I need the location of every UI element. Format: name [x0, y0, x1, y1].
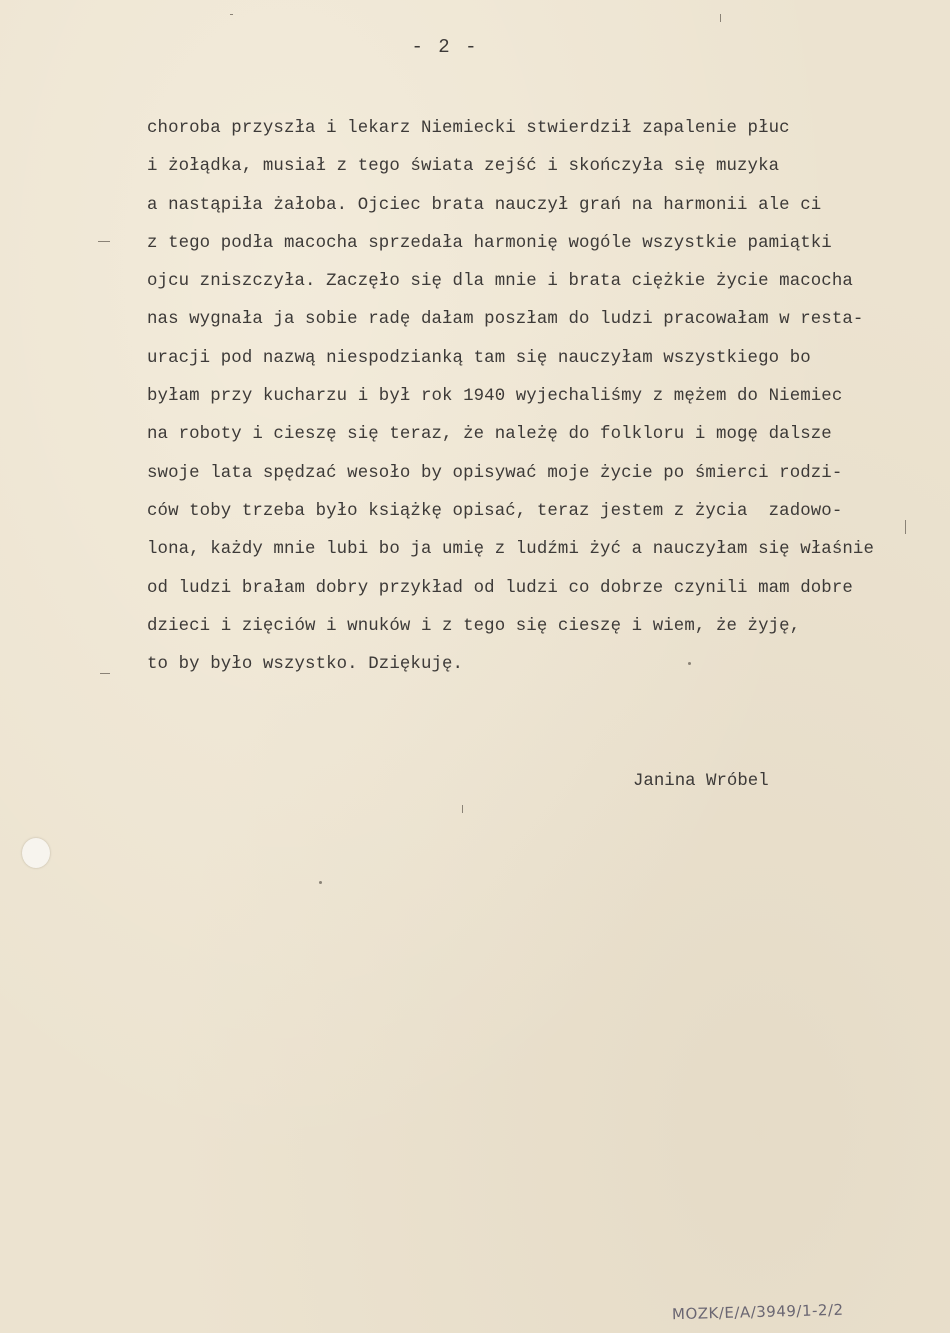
text-line: od ludzi brałam dobry przykład od ludzi co dobrze czynili mam dobre	[147, 578, 853, 598]
paper-speck	[319, 881, 322, 884]
paper-speck	[98, 241, 110, 242]
text-line: uracji pod nazwą niespodzianką tam się nauczyłam wszystkiego bo	[147, 348, 811, 368]
text-line: ców toby trzeba było książkę opisać, teraz jestem z życia zadowo-	[147, 501, 843, 521]
text-line: i żołądka, musiał z tego świata zejść i skończyła się muzyka	[147, 157, 780, 177]
paper-speck	[230, 14, 233, 15]
text-line: a nastąpiła żałoba. Ojciec brata nauczył grań na harmonii ale ci	[147, 195, 822, 215]
text-line: lona, każdy mnie lubi bo ja umię z ludźmi żyć a nauczyłam się właśnie	[147, 540, 874, 560]
paper-speck	[905, 520, 906, 534]
text-line: nas wygnała ja sobie radę dałam poszłam do ludzi pracowałam w resta-	[147, 310, 864, 330]
text-line: dzieci i zięciów i wnuków i z tego się cieszę i wiem, że żyję,	[147, 616, 801, 636]
paper-speck	[100, 673, 110, 674]
text-line: ojcu zniszczyła. Zaczęło się dla mnie i brata ciężkie życie macocha	[147, 272, 853, 292]
signature: Janina Wróbel	[633, 772, 769, 791]
text-line: z tego podła macocha sprzedała harmonię wogóle wszystkie pamiątki	[147, 233, 832, 253]
text-line: byłam przy kucharzu i był rok 1940 wyjechaliśmy z mężem do Niemiec	[147, 387, 843, 407]
paper-speck	[720, 14, 721, 22]
text-line: to by było wszystko. Dziękuję.	[147, 655, 464, 675]
text-line: swoje lata spędzać wesoło by opisywać moje życie po śmierci rodzi-	[147, 463, 843, 483]
text-line: choroba przyszła i lekarz Niemiecki stwierdził zapalenie płuc	[147, 119, 790, 138]
page-number: - 2 -	[411, 36, 479, 58]
text-line: na roboty i cieszę się teraz, że należę do folkloru i mogę dalsze	[147, 425, 832, 445]
punch-hole	[22, 838, 50, 868]
typed-text-body	[147, 110, 947, 684]
paper-speck	[462, 805, 463, 813]
paper-speck	[688, 662, 691, 665]
archive-mark: MOZK/E/A/3949/1-2/2	[671, 1300, 844, 1324]
